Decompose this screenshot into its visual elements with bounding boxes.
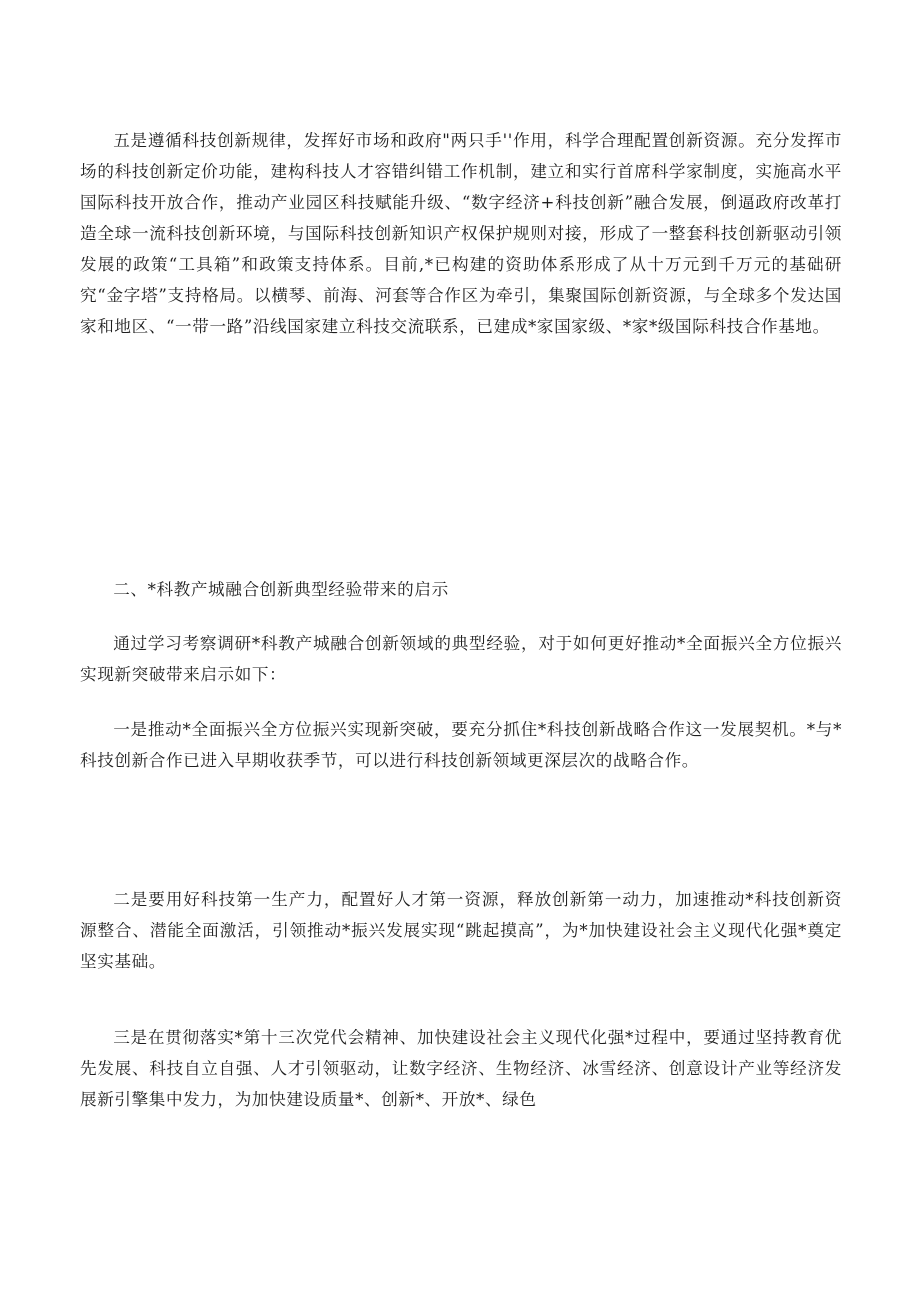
paragraph-point-one: 一是推动*全面振兴全方位振兴实现新突破，要充分抓住*科技创新战略合作这一发展契机。*与*科技创新合作已进入早期收获季节，可以进行科技创新领域更深层次的战略合作。 (80, 720, 842, 770)
paragraph-study-intro: 通过学习考察调研*科教产城融合创新领域的典型经验，对于如何更好推动*全面振兴全方位振兴实现新突破带来启示如下： (80, 634, 842, 684)
paragraph-point-two: 二是要用好科技第一生产力，配置好人才第一资源，释放创新第一动力，加速推动*科技创新资源整合、潜能全面激活，引领推动*振兴发展实现“跳起摸高”，为*加快建设社会主义现代化强*奠定坚实基础。 (80, 890, 842, 971)
section-heading-inspiration: 二、*科教产城融合创新典型经验带来的启示 (113, 580, 449, 599)
paragraph-point-three: 三是在贯彻落实*第十三次党代会精神、加快建设社会主义现代化强*过程中，要通过坚持教育优先发展、科技自立自强、人才引领驱动，让数字经济、生物经济、冰雪经济、创意设计产业等经济发展新引擎集中发力，为加快建设质量*、创新*、开放*、绿色 (80, 1028, 842, 1109)
paragraph-market-and-government: 五是遵循科技创新规律，发挥好市场和政府"两只手''作用，科学合理配置创新资源。充分发挥市场的科技创新定价功能，建构科技人才容错纠错工作机制，建立和实行首席科学家制度，实施高水平国际科技开放合作，推动产业园区科技赋能升级、“数字经济+科技创新”融合发展，倒逼政府改革打造全球一流科技创新环境，与国际科技创新知识产权保护规则对接，形成了一整套科技创新驱动引领发展的政策“工具箱”和政策支持体系。目前,*已构建的资助体系形成了从十万元到千万元的基础研究“金字塔”支持格局。以横琴、前海、河套等合作区为牵引，集聚国际创新资源，与全球多个发达国家和地区、“一带一路”沿线国家建立科技交流联系，已建成*家国家级、*家*级国际科技合作基地。 (80, 131, 842, 336)
